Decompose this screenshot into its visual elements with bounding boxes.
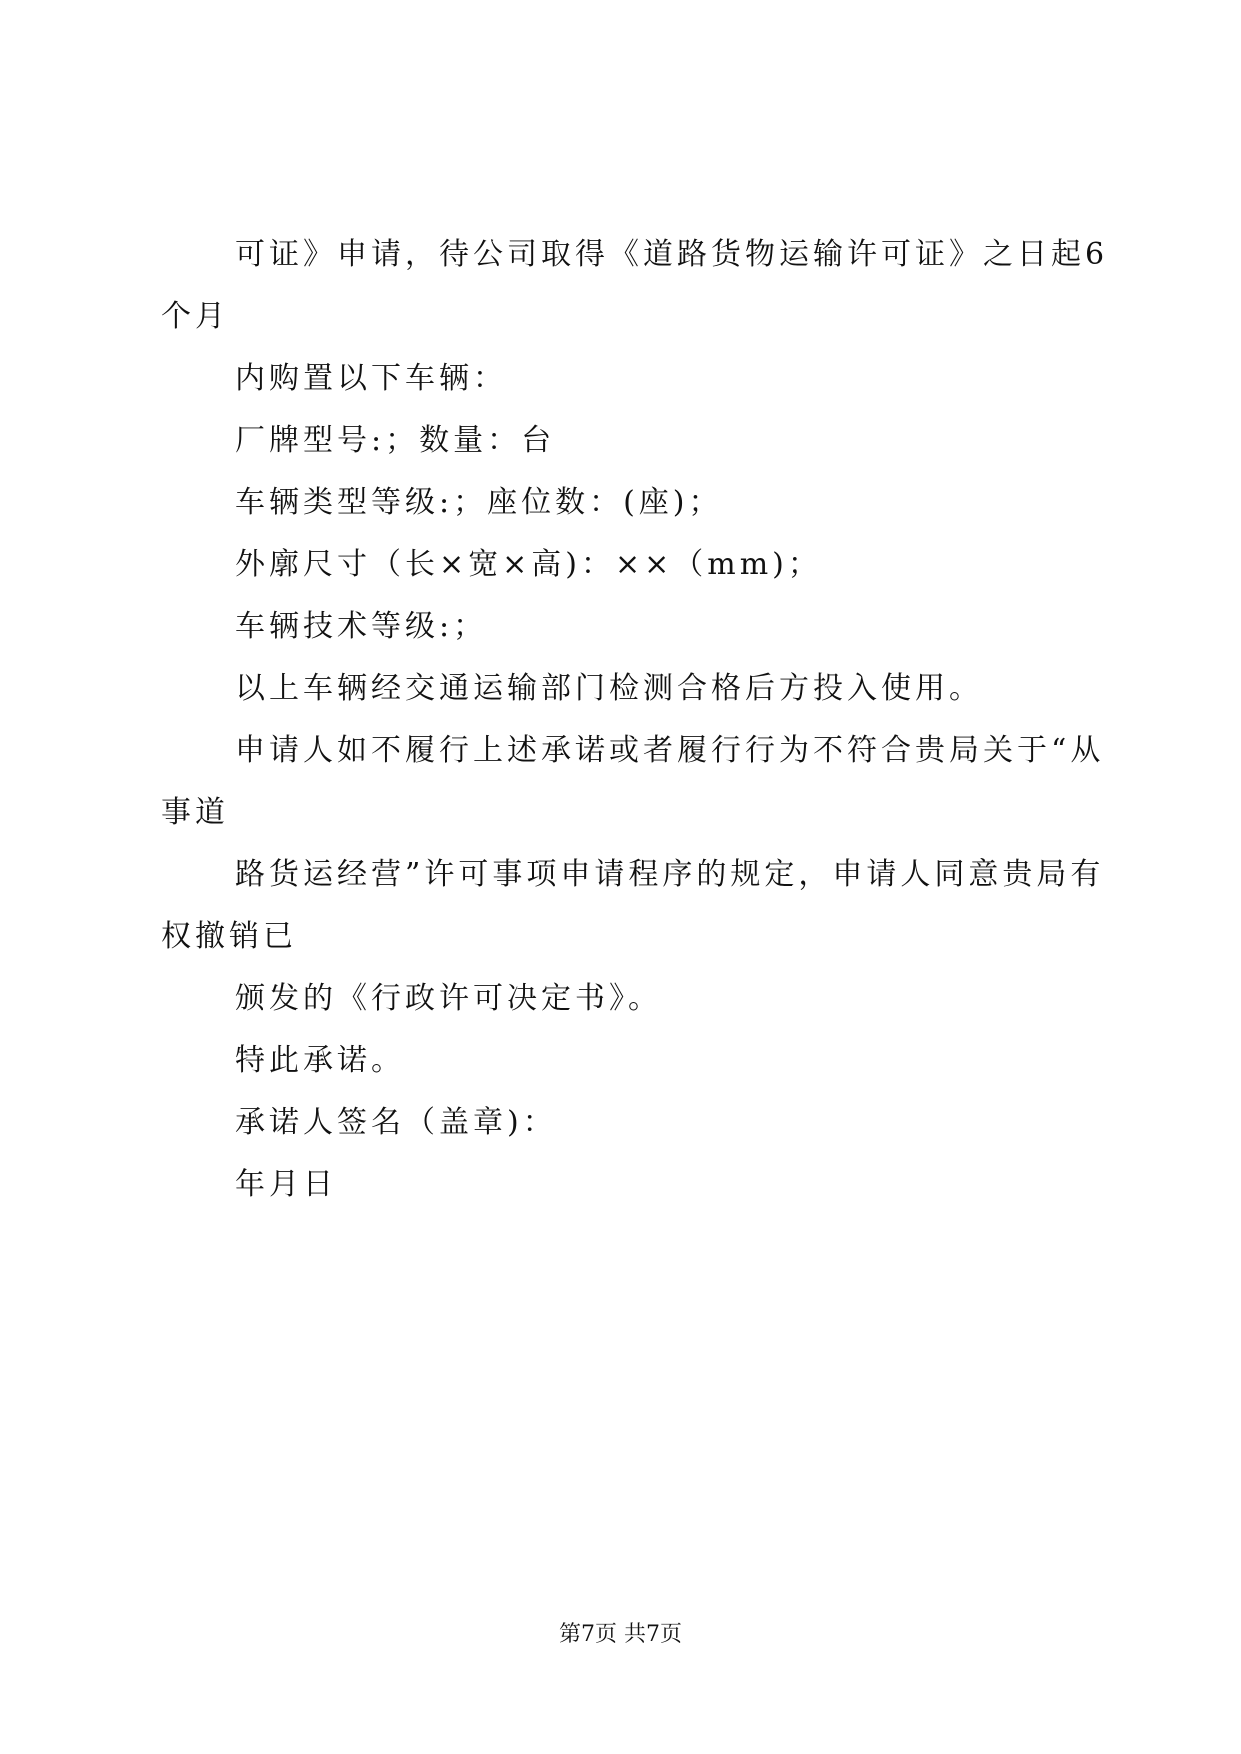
text-line: 车辆技术等级:；	[235, 609, 488, 644]
text-line: 特此承诺。	[235, 1043, 405, 1078]
text-line: 权撤销已	[161, 919, 297, 954]
text-line: 路货运经营”许可事项申请程序的规定，申请人同意贵局有	[235, 857, 1105, 892]
page-number-footer: 第7页 共7页	[559, 1622, 682, 1647]
text-line: 个月	[161, 299, 229, 334]
text-line: 以上车辆经交通运输部门检测合格后方投入使用。	[235, 671, 983, 706]
text-line: 厂牌型号:；数量：台	[235, 423, 556, 458]
text-line: 事道	[161, 795, 229, 830]
text-line: 颁发的《行政许可决定书》。	[235, 981, 662, 1016]
text-line: 申请人如不履行上述承诺或者履行行为不符合贵局关于“从	[235, 733, 1105, 768]
text-line: 可证》申请，待公司取得《道路货物运输许可证》之日起6	[235, 237, 1109, 272]
text-line: 外廓尺寸（长×宽×高)：××（mm)；	[235, 547, 822, 582]
text-line: 内购置以下车辆：	[235, 361, 507, 396]
date-line: 年月日	[235, 1167, 337, 1202]
signature-line: 承诺人签名（盖章)：	[235, 1105, 557, 1140]
text-line: 车辆类型等级:；座位数：(座)；	[235, 485, 723, 520]
document-body	[161, 224, 1109, 1216]
